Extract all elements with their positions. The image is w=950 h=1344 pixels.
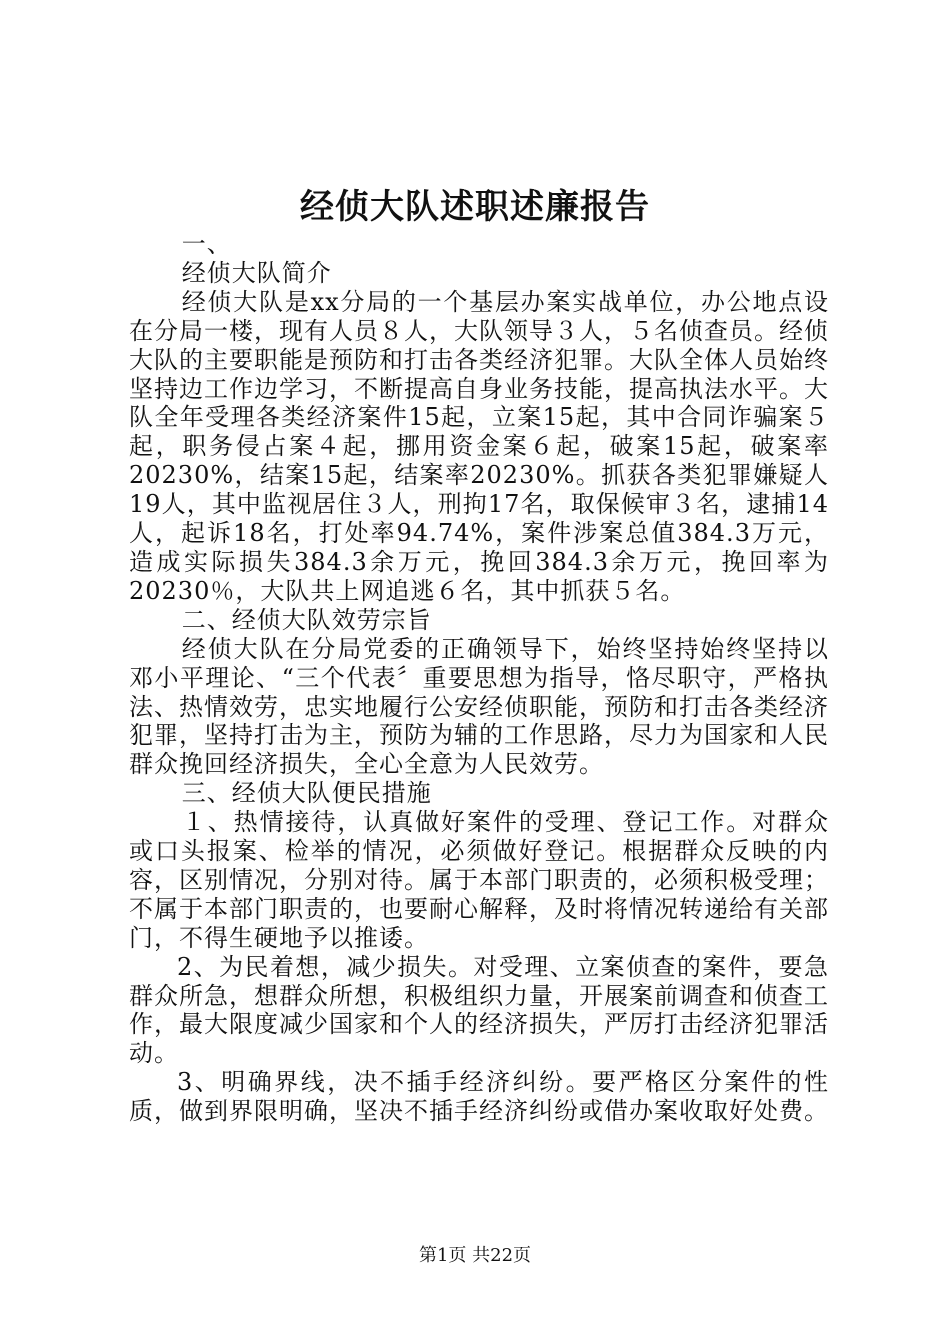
body-paragraph: 经侦大队在分局党委的正确领导下，始终坚持始终坚持以邓小平理论、“三个代表〞重要思想为指导，恪尽职守，严格执法、热情效劳，忠实地履行公安经侦职能，预防和打击各类经济犯罪，坚持打击为主，预防为辅的工作思路，尽力为国家和人民群众挽回经济损失，全心全意为人民效劳。 — [129, 634, 829, 779]
page-footer: 第1页 共22页 — [418, 1245, 532, 1266]
body-paragraph: 经侦大队是xx分局的一个基层办案实战单位，办公地点设在分局一楼，现有人员８人，大队领导３人，５名侦查员。经侦大队的主要职能是预防和打击各类经济犯罪。大队全体人员始终坚持边工作边学习，不断提高自身业务技能，提高执法水平。大队全年受理各类经济案件15起，立案15起，其中合同诈骗案５起，职务侵占案４起，挪用资金案６起，破案15起，破案率20230%，结案15起，结案率20230%。抓获各类犯罪嫌疑人19人，其中监视居住３人，刑拘17名，取保候审３名，逮捕14人，起诉18名，打处率94.74%，案件涉案总值384.3万元，造成实际损失384.3余万元，挽回384.3余万元，挽回率为20230％，大队共上网追逃６名，其中抓获５名。 — [129, 287, 829, 605]
document-title: 经侦大队述职述廉报告 — [300, 187, 650, 227]
section-heading: 经侦大队简介 — [181, 258, 332, 287]
body-paragraph: 3、明确界线，决不插手经济纠纷。要严格区分案件的性质，做到界限明确，坚决不插手经济纠纷或借办案收取好处费。 — [129, 1068, 829, 1126]
body-paragraph: 2、为民着想，减少损失。对受理、立案侦查的案件，要急群众所急，想群众所想，积极组织力量，开展案前调查和侦查工作，最大限度减少国家和个人的经济损失，严厉打击经济犯罪活动。 — [129, 952, 829, 1068]
section-heading: 三、经侦大队便民措施 — [181, 779, 432, 808]
section-heading: 二、经侦大队效劳宗旨 — [181, 605, 432, 634]
section-number: 一、 — [181, 230, 232, 258]
body-paragraph: １、热情接待，认真做好案件的受理、登记工作。对群众或口头报案、检举的情况，必须做好登记。根据群众反映的内容，区别情况，分别对待。属于本部门职责的，必须积极受理；不属于本部门职责的，也要耐心解释，及时将情况转递给有关部门，不得生硬地予以推诿。 — [129, 808, 829, 952]
document-body — [129, 230, 829, 1126]
